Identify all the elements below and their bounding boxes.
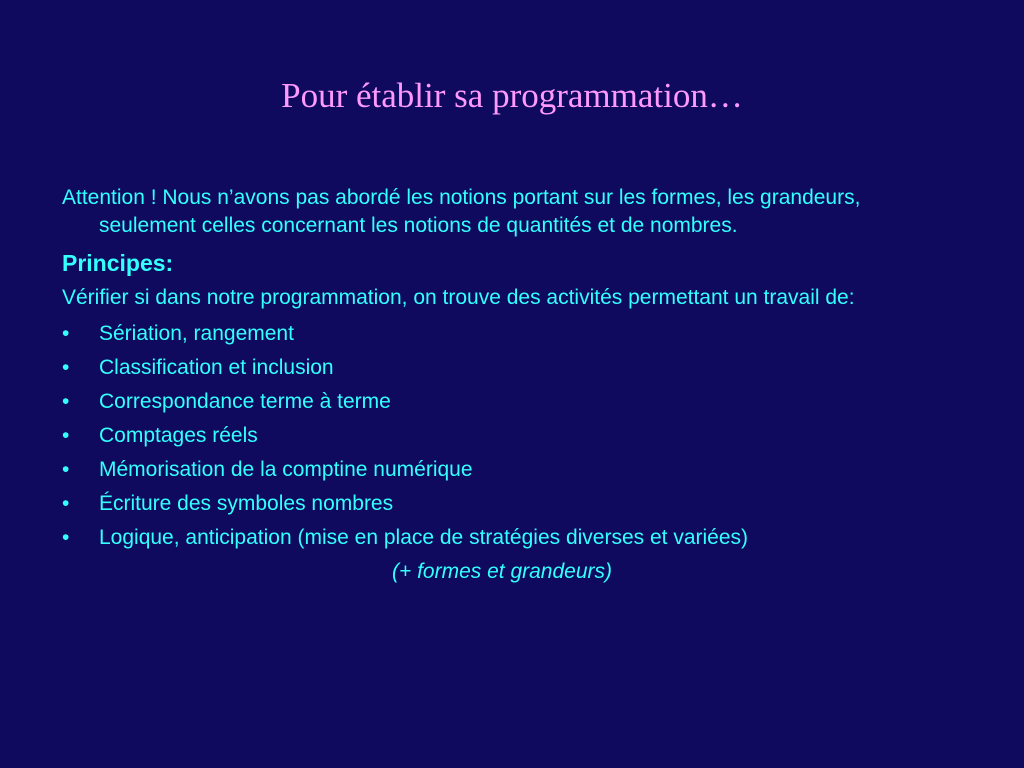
- bullet-icon: •: [62, 322, 70, 345]
- list-item-text: Correspondance terme à terme: [99, 390, 391, 413]
- list-item: [62, 388, 942, 416]
- slide-title: Pour établir sa programmation…: [281, 76, 743, 115]
- list-item-text: Mémorisation de la comptine numérique: [99, 458, 473, 481]
- lead-paragraph: Vérifier si dans notre programmation, on trouve des activités permettant un travail de:: [62, 286, 855, 309]
- bullet-icon: •: [62, 390, 70, 413]
- list-item: [62, 320, 942, 348]
- bullet-icon: •: [62, 458, 70, 481]
- bullet-icon: •: [62, 526, 70, 549]
- list-item: [62, 490, 942, 518]
- list-item-text: Classification et inclusion: [99, 356, 334, 379]
- list-item: [62, 422, 942, 450]
- principles-heading: Principes:: [62, 250, 174, 276]
- closing-note: (+ formes et grandeurs): [391, 560, 612, 583]
- bullet-list: [62, 320, 942, 552]
- bullet-icon: •: [62, 492, 70, 515]
- list-item-text: Sériation, rangement: [99, 322, 294, 345]
- list-item: [62, 354, 942, 382]
- intro-paragraph: Attention ! Nous n’avons pas abordé les notions portant sur les formes, les grandeurs, seulement celles concernant les notions de quantités et de nombres.: [62, 186, 861, 237]
- list-item-text: Logique, anticipation (mise en place de stratégies diverses et variées): [99, 526, 749, 549]
- bullet-icon: •: [62, 424, 70, 447]
- list-item: [62, 456, 942, 484]
- bullet-icon: •: [62, 356, 70, 379]
- slide-body: [62, 184, 942, 586]
- list-item: [62, 524, 942, 552]
- list-item-text: Écriture des symboles nombres: [99, 492, 394, 515]
- list-item-text: Comptages réels: [99, 424, 258, 447]
